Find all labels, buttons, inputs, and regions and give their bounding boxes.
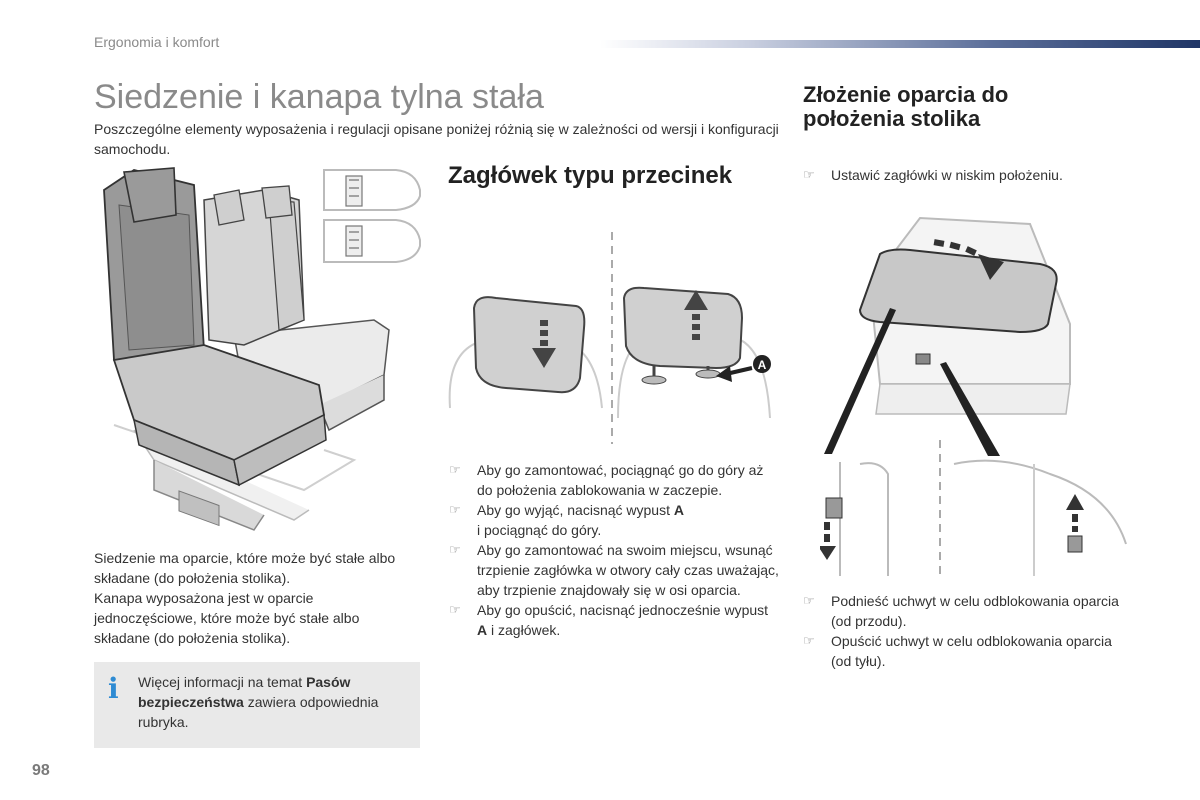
bullet-marker-icon: ☞ [449,502,461,517]
headrest-instructions [449,460,779,640]
header-bar [600,40,1200,48]
info-box [94,662,420,748]
table-position-section-title: Złożenie oparcia do położenia stolika [803,82,1009,131]
list-item: ☞ Podnieść uchwyt w celu odblokowania oparcia (od przodu). [803,593,1119,629]
bullet-marker-icon: ☞ [803,633,815,648]
section-label: Ergonomia i komfort [94,34,220,50]
list-item: ☞ Aby go opuścić, nacisnąć jednocześnie wypust A i zagłówek. [449,602,769,638]
folding-illustration [820,214,1130,580]
list-item: ☞ Aby go zamontować na swoim miejscu, wsunąć trzpienie zagłówka w otwory cały czas uważając, aby trzpienie znajdowały się w osi oparcia. [449,542,779,598]
bullet-marker-icon: ☞ [449,602,461,617]
list-item: ☞ Aby go zamontować, pociągnąć go do góry aż do położenia zablokowania w zaczepie. [449,462,764,498]
info-text: Więcej informacji na temat Pasów bezpieczeństwa zawiera odpowiednia rubryka. [138,674,379,730]
headrest-section-title: Zagłówek typu przecinek [448,162,733,189]
table-position-step-top [803,165,1133,185]
headrest-illustration [446,228,782,448]
list-item: ☞ Opuścić uchwyt w celu odblokowania oparcia (od tyłu). [803,633,1112,669]
bullet-marker-icon: ☞ [803,593,815,608]
list-item: ☞ Aby go wyjąć, nacisnąć wypust A i pociągnąć do góry. [449,502,684,538]
van-layout-diagram [316,166,426,270]
intro-text: Poszczególne elementy wyposażenia i regulacji opisane poniżej różnią się w zależności od wersji i konfiguracji samochodu. [94,121,779,157]
bullet-marker-icon: ☞ [803,167,815,182]
info-icon: i [108,672,119,705]
page-number: 98 [32,762,50,779]
page-title: Siedzenie i kanapa tylna stała [94,78,544,116]
callout-a-label: A [757,358,767,372]
bullet-marker-icon: ☞ [449,462,461,477]
list-item: ☞ Ustawić zagłówki w niskim położeniu. [803,167,1063,183]
bullet-marker-icon: ☞ [449,542,461,557]
seat-description: Siedzenie ma oparcie, które może być stałe albo składane (do położenia stolika). Kanapa wyposażona jest w oparcie jednoczęściowe, które może być stałe albo składane (do położenia stolika). [94,550,396,646]
table-position-steps [803,591,1133,671]
